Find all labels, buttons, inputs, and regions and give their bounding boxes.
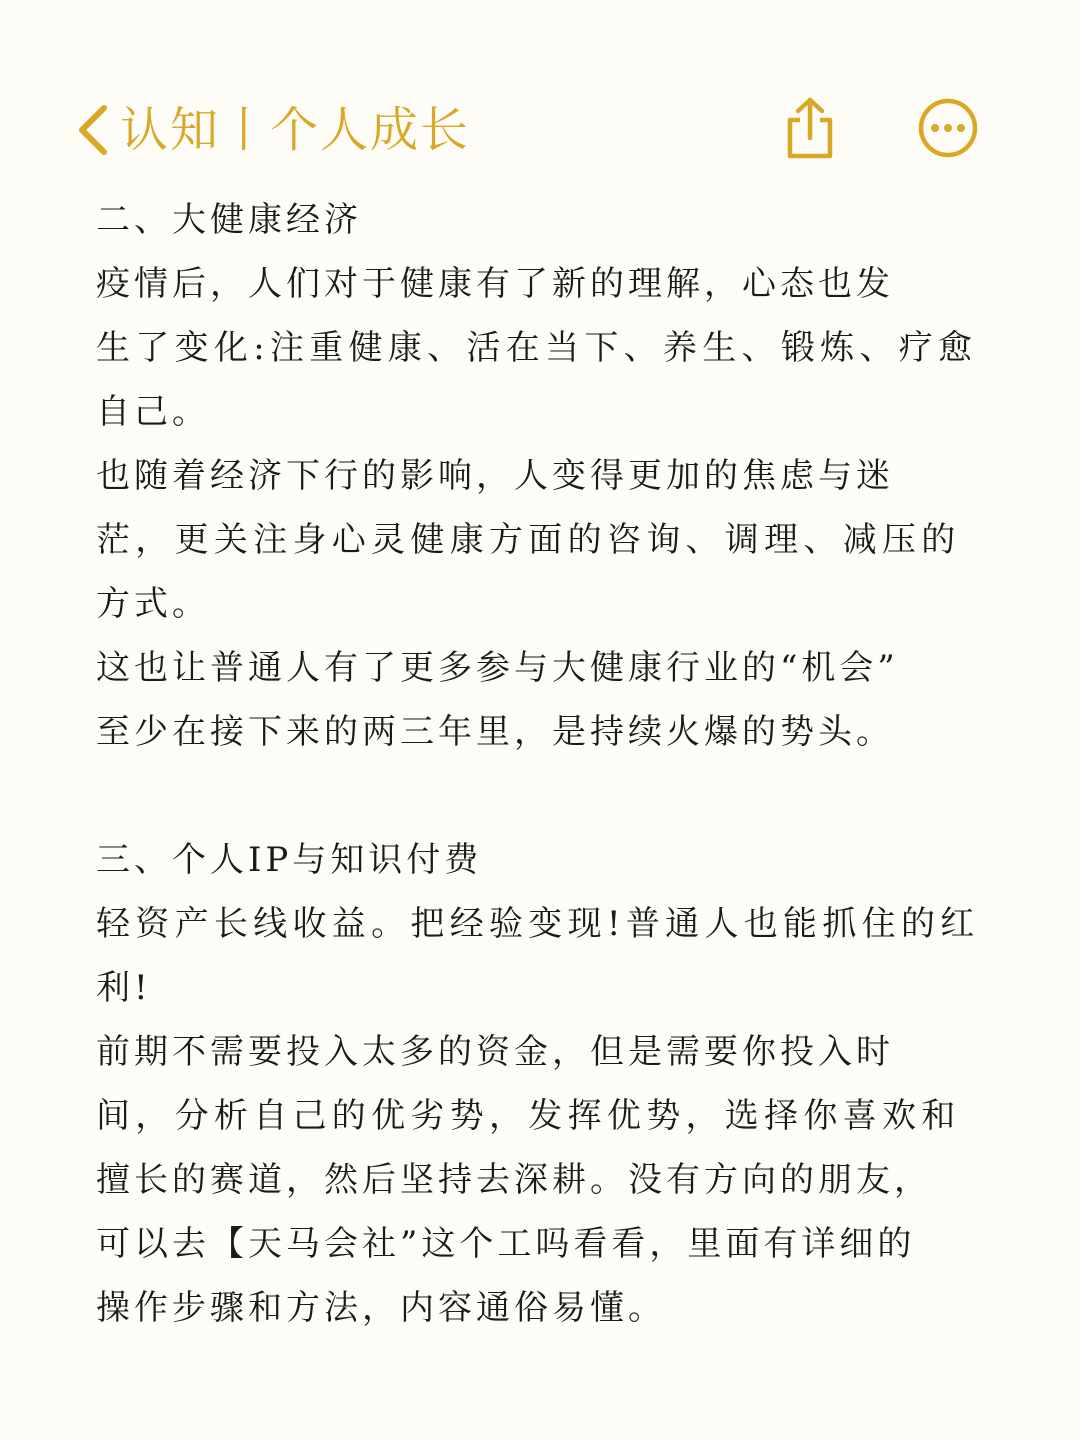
paragraph-line: 轻资产长线收益。把经验变现!普通人也能抓住的红 [96,904,980,944]
paragraph-line: 疫情后，人们对于健康有了新的理解，心态也发 [96,264,894,304]
paragraph-line: 生了变化:注重健康、活在当下、养生、锻炼、疗愈 [96,328,978,368]
paragraph-line: 方式。 [96,584,210,624]
chevron-left-icon [72,100,112,160]
more-button[interactable] [914,92,982,168]
section-heading: 二、大健康经济 [96,200,362,240]
nav-bar [0,92,1080,168]
back-button[interactable] [72,92,470,168]
section-spacer [96,764,996,828]
paragraph-line: 自己。 [96,392,210,432]
page-title: 认知丨个人成长 [120,102,471,158]
paragraph-line: 利! [96,968,152,1008]
share-icon [784,96,836,164]
paragraph-line: 至少在接下来的两三年里，是持续火爆的势头。 [96,712,894,752]
paragraph-line: 这也让普通人有了更多参与大健康行业的“机会” [96,648,899,688]
paragraph-line: 操作步骤和方法，内容通俗易懂。 [96,1288,666,1328]
share-button[interactable] [778,92,842,168]
paragraph-line: 间，分析自己的优劣势，发挥优势，选择你喜欢和 [96,1096,961,1136]
section-heading: 三、个人IP与知识付费 [96,840,483,880]
article-body [96,188,996,1340]
paragraph-line: 擅长的赛道，然后坚持去深耕。没有方向的朋友， [96,1160,932,1200]
paragraph-line: 前期不需要投入太多的资金，但是需要你投入时 [96,1032,894,1072]
more-icon [916,96,980,164]
paragraph-line: 可以去【天马会社”这个工吗看看，里面有详细的 [96,1224,916,1264]
paragraph-line: 也随着经济下行的影响，人变得更加的焦虑与迷 [96,456,894,496]
paragraph-line: 茫，更关注身心灵健康方面的咨询、调理、减压的 [96,520,961,560]
